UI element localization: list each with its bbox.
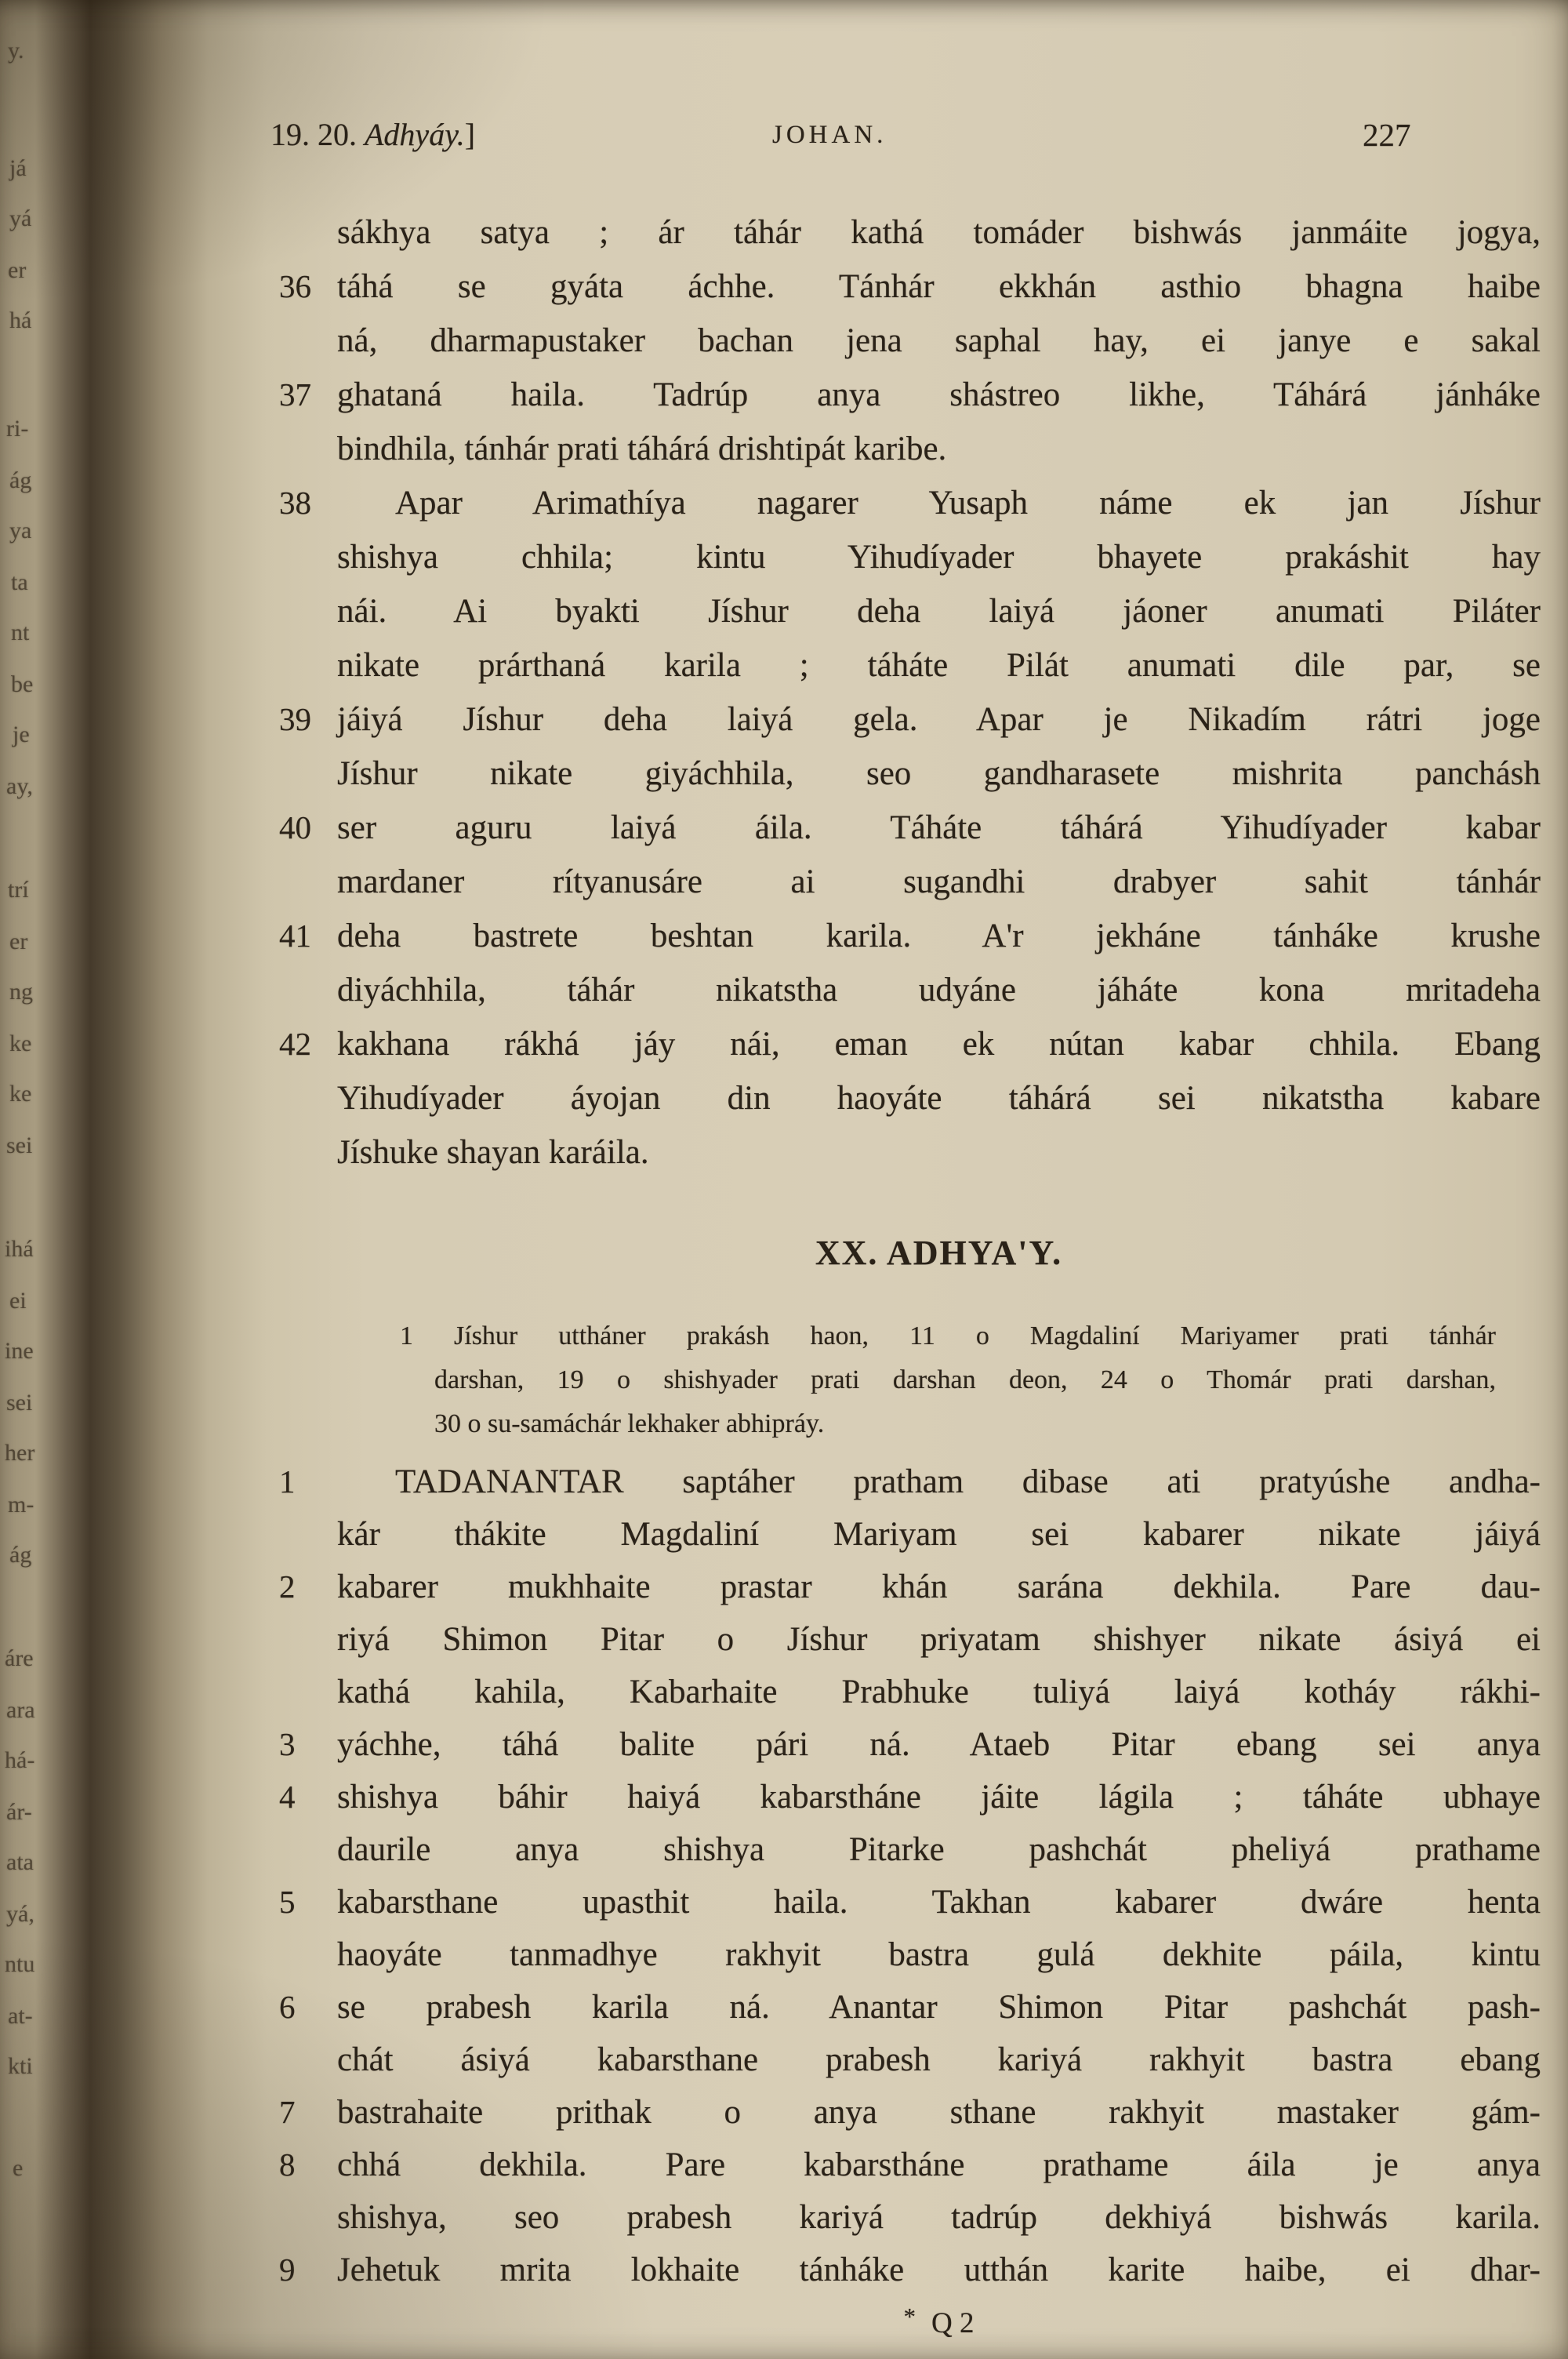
chapter-summary bbox=[400, 1314, 1496, 1446]
running-head-chapter-numbers: 19. 20. bbox=[270, 117, 365, 152]
line-text: kathá kahila, Kabarhaite Prabhuke tuliyá laiyá kotháy rákhi- bbox=[337, 1674, 1541, 1710]
verse-number: 40 bbox=[279, 809, 311, 845]
page-edge-fragment: je bbox=[13, 722, 30, 747]
page-edge-fragment: ri- bbox=[6, 416, 29, 442]
verse-number: 36 bbox=[279, 268, 311, 304]
page-edge-fragment: kti bbox=[8, 2053, 33, 2079]
page-edge-fragment: sei bbox=[6, 1132, 33, 1158]
page-edge-fragment: ntu bbox=[5, 1951, 35, 1977]
verse-number: 2 bbox=[279, 1568, 296, 1605]
text-line bbox=[279, 1017, 1541, 1071]
running-head-left bbox=[270, 116, 475, 153]
line-text: ser aguru laiyá áila. Táháte táhárá Yihudíyader kabar bbox=[337, 809, 1541, 846]
verse-number: 4 bbox=[279, 1779, 296, 1815]
text-line bbox=[337, 530, 1541, 584]
text-line bbox=[337, 963, 1541, 1017]
text-line bbox=[279, 909, 1541, 963]
page-edge-fragment: ng bbox=[9, 979, 33, 1005]
text-line bbox=[337, 1823, 1541, 1876]
page-edge-fragment: há bbox=[9, 307, 32, 333]
line-text: TADANANTAR saptáher pratham dibase ati pratyúshe andha- bbox=[395, 1463, 1541, 1500]
text-line bbox=[279, 2244, 1541, 2296]
line-text: shishya chhila; kintu Yihudíyader bhayete prakáshit hay bbox=[337, 539, 1541, 576]
text-line bbox=[337, 2191, 1541, 2244]
verse-number: 6 bbox=[279, 1989, 296, 2025]
text-line bbox=[337, 584, 1541, 638]
verse-number: 5 bbox=[279, 1884, 296, 1920]
page-edge-fragment: ta bbox=[11, 569, 28, 595]
text-line bbox=[279, 1981, 1541, 2034]
line-text: haoyáte tanmadhye rakhyit bastra gulá dekhite páila, kintu bbox=[337, 1936, 1541, 1973]
line-text: chát ásiyá kabarsthane prabesh kariyá rakhyit bastra ebang bbox=[337, 2041, 1541, 2078]
line-text: Jehetuk mrita lokhaite tánháke utthán karite haibe, ei dhar- bbox=[337, 2252, 1541, 2288]
line-text: Jíshuke shayan karáila. bbox=[337, 1134, 649, 1171]
line-text: deha bastrete beshtan karila. A'r jekháne tánháke krushe bbox=[337, 918, 1541, 954]
page-edge-fragment: há- bbox=[5, 1747, 35, 1773]
page-edge-fragment: m- bbox=[8, 1492, 34, 1518]
page-edge-fragment: ei bbox=[9, 1288, 27, 1314]
text-line bbox=[279, 1771, 1541, 1823]
page-edge-fragment: áre bbox=[5, 1645, 34, 1671]
page-edge-fragment: ine bbox=[5, 1338, 34, 1364]
line-text: nikate prárthaná karila ; táháte Pilát anumati dile par, se bbox=[337, 647, 1541, 684]
text-line bbox=[337, 1125, 1541, 1180]
text-line bbox=[279, 2086, 1541, 2139]
text-block-chapter-20 bbox=[279, 1456, 1541, 2296]
chapter-summary-line bbox=[400, 1358, 1496, 1402]
verse-number: 1 bbox=[279, 1463, 296, 1499]
verse-number: 8 bbox=[279, 2146, 296, 2183]
page-edge-fragment: trí bbox=[8, 877, 29, 903]
text-line bbox=[279, 1876, 1541, 1928]
text-line bbox=[337, 205, 1541, 260]
line-text: bastrahaite prithak o anya sthane rakhyit mastaker gám- bbox=[337, 2094, 1541, 2131]
line-text: daurile anya shishya Pitarke pashchát pheliyá prathame bbox=[337, 1831, 1541, 1868]
text-line bbox=[337, 855, 1541, 909]
chapter-heading: XX. ADHYA'Y. bbox=[815, 1234, 1063, 1272]
line-text: yáchhe, táhá balite pári ná. Ataeb Pitar ebang sei anya bbox=[337, 1726, 1541, 1763]
text-line bbox=[279, 476, 1541, 530]
text-line bbox=[337, 1613, 1541, 1666]
running-head bbox=[0, 116, 1568, 163]
line-text: bindhila, tánhár prati táhárá drishtipát karibe. bbox=[337, 431, 947, 467]
page-edge-fragment: ár- bbox=[6, 1799, 32, 1825]
line-text: shishya, seo prabesh kariyá tadrúp dekhiyá bishwás karila. bbox=[337, 2199, 1541, 2236]
verse-number: 41 bbox=[279, 918, 311, 954]
page-edge-fragment: ata bbox=[6, 1849, 34, 1875]
page-edge-fragment: er bbox=[8, 257, 27, 283]
line-text: táhá se gyáta áchhe. Tánhár ekkhán asthio bhagna haibe bbox=[337, 268, 1541, 305]
line-text: jáiyá Jíshur deha laiyá gela. Apar je Nikadím rátri joge bbox=[337, 701, 1541, 738]
page-edge-fragment: be bbox=[11, 671, 34, 697]
chapter-summary-line bbox=[400, 1314, 1496, 1358]
line-text: kabarsthane upasthit haila. Takhan kabarer dwáre henta bbox=[337, 1884, 1541, 1921]
page-edge-fragment: ara bbox=[6, 1697, 35, 1723]
page-edge-fragment: sei bbox=[6, 1390, 33, 1416]
line-text: Jíshur nikate giyáchhila, seo gandharasete mishrita panchásh bbox=[337, 755, 1541, 792]
page-number: 227 bbox=[1363, 117, 1411, 153]
page-edge-fragment: ihá bbox=[5, 1236, 34, 1262]
line-text: ghataná haila. Tadrúp anya shástreo likhe, Táhárá jánháke bbox=[337, 376, 1541, 413]
verse-number: 42 bbox=[279, 1026, 311, 1062]
text-line bbox=[337, 422, 1541, 476]
page-edge-fragment: her bbox=[5, 1440, 35, 1466]
page-edge-fragment: nt bbox=[11, 620, 30, 645]
line-text: Apar Arimathíya nagarer Yusaph náme ek jan Jíshur bbox=[395, 485, 1541, 522]
line-text: 1 Jíshur uttháner prakásh haon, 11 o Magdaliní Mariyamer prati tánhár bbox=[400, 1321, 1496, 1350]
text-line bbox=[279, 1456, 1541, 1508]
line-text: se prabesh karila ná. Anantar Shimon Pitar pashchát pash- bbox=[337, 1989, 1541, 2026]
line-text: sákhya satya ; ár táhár kathá tomáder bishwás janmáite jogya, bbox=[337, 214, 1541, 251]
text-line bbox=[279, 2139, 1541, 2191]
text-line bbox=[279, 801, 1541, 855]
page-edge-fragment: yá bbox=[9, 205, 32, 231]
page-edge-fragment: yá, bbox=[6, 1901, 34, 1927]
line-text: chhá dekhila. Pare kabarstháne prathame áila je anya bbox=[337, 2146, 1541, 2183]
text-line bbox=[337, 1928, 1541, 1981]
verse-number: 39 bbox=[279, 701, 311, 737]
text-line bbox=[337, 747, 1541, 801]
line-text: kakhana rákhá jáy nái, eman ek nútan kabar chhila. Ebang bbox=[337, 1026, 1541, 1063]
verse-number: 7 bbox=[279, 2094, 296, 2130]
line-text: riyá Shimon Pitar o Jíshur priyatam shishyer nikate ásiyá ei bbox=[337, 1621, 1541, 1658]
page-edge-fragment: e bbox=[13, 2155, 24, 2181]
signature-mark: Q 2 bbox=[931, 2307, 975, 2339]
page-edge-fragment: y. bbox=[8, 38, 24, 64]
text-line bbox=[337, 1071, 1541, 1125]
page-edge-fragment: at- bbox=[8, 2003, 33, 2029]
page-edge-fragment: ke bbox=[9, 1081, 32, 1107]
facing-page-edge bbox=[0, 0, 118, 2359]
line-text: mardaner rítyanusáre ai sugandhi drabyer sahit tánhár bbox=[337, 863, 1541, 900]
footnote-asterisk: * bbox=[903, 2303, 916, 2330]
running-head-center: JOHAN. bbox=[772, 121, 887, 149]
chapter-summary-line bbox=[400, 1402, 1496, 1446]
page-footer bbox=[337, 2303, 1541, 2340]
page-edge-fragment: ay, bbox=[6, 773, 33, 799]
verse-number: 37 bbox=[279, 376, 311, 413]
text-line bbox=[337, 2034, 1541, 2086]
text-line bbox=[279, 368, 1541, 422]
page-edge-fragment: ya bbox=[9, 518, 32, 543]
line-text: diyáchhila, táhár nikatstha udyáne jáháte kona mritadeha bbox=[337, 972, 1541, 1009]
line-text: shishya báhir haiyá kabarstháne jáite lágila ; táháte ubhaye bbox=[337, 1779, 1541, 1816]
text-line bbox=[337, 638, 1541, 692]
line-text: 30 o su-samáchár lekhaker abhipráy. bbox=[434, 1409, 825, 1438]
line-text: darshan, 19 o shishyader prati darshan deon, 24 o Thomár prati darshan, bbox=[434, 1365, 1496, 1394]
page-edge-fragment: ág bbox=[9, 467, 32, 493]
page-edge-fragment: ág bbox=[9, 1542, 32, 1568]
page-edge-fragment: er bbox=[9, 929, 28, 954]
text-line bbox=[279, 1561, 1541, 1613]
text-line bbox=[337, 1666, 1541, 1718]
running-head-bracket: ] bbox=[464, 117, 476, 152]
text-block-chapter-19 bbox=[279, 205, 1541, 1180]
verse-number: 9 bbox=[279, 2252, 296, 2288]
text-line bbox=[279, 692, 1541, 747]
page-edge-fragment: já bbox=[9, 155, 27, 181]
line-text: ná, dharmapustaker bachan jena saphal hay, ei janye e sakal bbox=[337, 322, 1541, 359]
line-text: nái. Ai byakti Jíshur deha laiyá jáoner anumati Piláter bbox=[337, 593, 1541, 630]
running-head-chapter-word: Adhyáy. bbox=[365, 117, 465, 152]
verse-number: 3 bbox=[279, 1726, 296, 1762]
line-text: kabarer mukhhaite prastar khán sarána dekhila. Pare dau- bbox=[337, 1568, 1541, 1605]
text-line bbox=[337, 1508, 1541, 1561]
text-line bbox=[279, 260, 1541, 314]
line-text: Yihudíyader áyojan din haoyáte táhárá sei nikatstha kabare bbox=[337, 1080, 1541, 1117]
line-text: kár thákite Magdaliní Mariyam sei kabarer nikate jáiyá bbox=[337, 1516, 1541, 1553]
page-edge-fragment: ke bbox=[9, 1030, 32, 1056]
verse-number: 38 bbox=[279, 485, 311, 521]
text-line bbox=[279, 1718, 1541, 1771]
text-line bbox=[337, 314, 1541, 368]
